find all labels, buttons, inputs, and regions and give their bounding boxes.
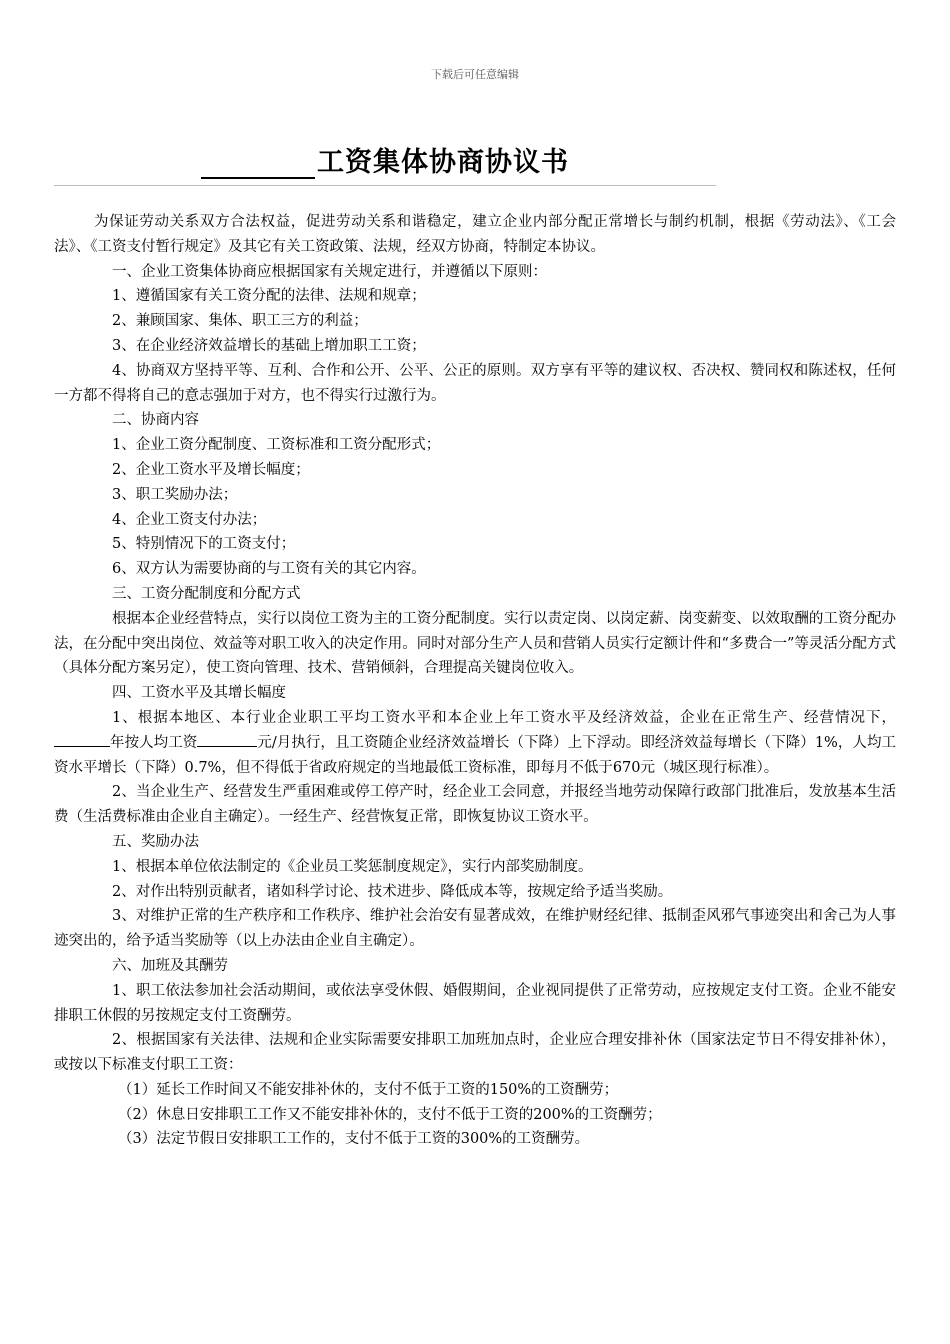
body-paragraph: 2、根据国家有关法律、法规和企业实际需要安排职工加班加点时，企业应合理安排补休（国家法定节日不得安排补休），或按以下标准支付职工工资： [54,1032,896,1074]
body-paragraph: 根据本企业经营特点，实行以岗位工资为主的工资分配制度。实行以责定岗、以岗定薪、岗变薪变、以效取酬的工资分配办法，在分配中突出岗位、效益等对职工收入的决定作用。同时对部分生产人员和营销人员实行定额计件和“多费合一”等灵活分配方式（具体分配方案另定），使工资向管理、技术、营销倾斜，合理提高关键岗位收入。 [54,610,896,677]
list-item: 3、在企业经济效益增长的基础上增加职工工资； [112,337,426,354]
section-heading: 五、奖励办法 [112,833,199,850]
body-paragraph [54,706,896,780]
year-blank-field[interactable] [54,731,110,747]
list-item: 1、企业工资分配制度、工资标准和工资分配形式； [112,437,441,454]
list-item: 2、对作出特别贡献者，诸如科学讨论、技术进步、降低成本等，按规定给予适当奖励。 [112,883,673,900]
header-note: 下载后可任意编辑 [431,68,519,81]
title-text: 工资集体协商协议书 [317,147,569,178]
body-paragraph: 1、职工依法参加社会活动期间，或依法享受休假、婚假期间，企业视同提供了正常劳动，应按规定支付工资。企业不能安排职工休假的另按规定支付工资酬劳。 [54,982,896,1024]
text-run: 元/月执行，且工资随企业经济效益增长（下降）上下浮动。即经济效益每增长（下降）1%，人均工资水平增长（下降）0.7%，但不得低于省政府规定的当地最低工资标准，即每月不低于670元（城区现行标准）。 [54,734,897,776]
title-blank-line [201,147,315,179]
list-item: 3、职工奖励办法； [112,486,238,503]
section-heading: 一、企业工资集体协商应根据国家有关规定进行，并遵循以下原则： [112,263,547,280]
list-item: 1、遵循国家有关工资分配的法律、法规和规章； [112,288,426,305]
salary-blank-field[interactable] [197,731,257,747]
intro-paragraph: 为保证劳动关系双方合法权益，促进劳动关系和谐稳定，建立企业内部分配正常增长与制约机制，根据《劳动法》、《工会法》、《工资支付暂行规定》及其它有关工资政策、法规，经双方协商，特制定本协议。 [54,214,896,255]
body-paragraph: 2、当企业生产、经营发生严重困难或停工停产时，经企业工会同意，并报经当地劳动保障行政部门批准后，发放基本生活费（生活费标准由企业自主确定）。一经生产、经营恢复正常，即恢复协议工资水平。 [54,784,896,826]
section-heading: 二、协商内容 [112,412,199,429]
list-item: 4、协商双方坚持平等、互利、合作和公开、公平、公正的原则。双方享有平等的建议权、否决权、赞同权和陈述权，任何一方都不得将自己的意志强加于对方，也不得实行过激行为。 [54,362,896,404]
list-item: 2、兼顾国家、集体、职工三方的利益； [112,313,368,330]
sub-list-item: （1）延长工作时间又不能安排补休的，支付不低于工资的150%的工资酬劳； [118,1081,619,1098]
section-heading: 三、工资分配制度和分配方式 [112,585,301,602]
list-item: 6、双方认为需要协商的与工资有关的其它内容。 [112,561,426,578]
section-heading: 六、加班及其酬劳 [112,957,228,974]
document-body [54,210,896,1152]
title-divider [54,185,716,186]
list-item: 2、企业工资水平及增长幅度； [112,461,310,478]
sub-list-item: （2）休息日安排职工工作又不能安排补休的，支付不低于工资的200%的工资酬劳； [118,1106,662,1123]
list-item: 1、根据本单位依法制定的《企业员工奖惩制度规定》，实行内部奖励制度。 [112,858,593,875]
text-run: 1、根据本地区、本行业企业职工平均工资水平和本企业上年工资水平及经济效益，企业在正常生产、经营情况下， [112,709,896,726]
document-title [54,140,716,179]
list-item: 5、特别情况下的工资支付； [112,536,296,553]
list-item: 4、企业工资支付办法； [112,511,267,528]
section-heading: 四、工资水平及其增长幅度 [112,685,286,702]
text-run: 年按人均工资 [110,734,198,751]
sub-list-item: （3）法定节假日安排职工工作的，支付不低于工资的300%的工资酬劳。 [118,1131,590,1148]
list-item: 3、对维护正常的生产秩序和工作秩序、维护社会治安有显著成效，在维护财经纪律、抵制歪风邪气事迹突出和舍己为人事迹突出的，给予适当奖励等（以上办法由企业自主确定）。 [54,908,896,950]
